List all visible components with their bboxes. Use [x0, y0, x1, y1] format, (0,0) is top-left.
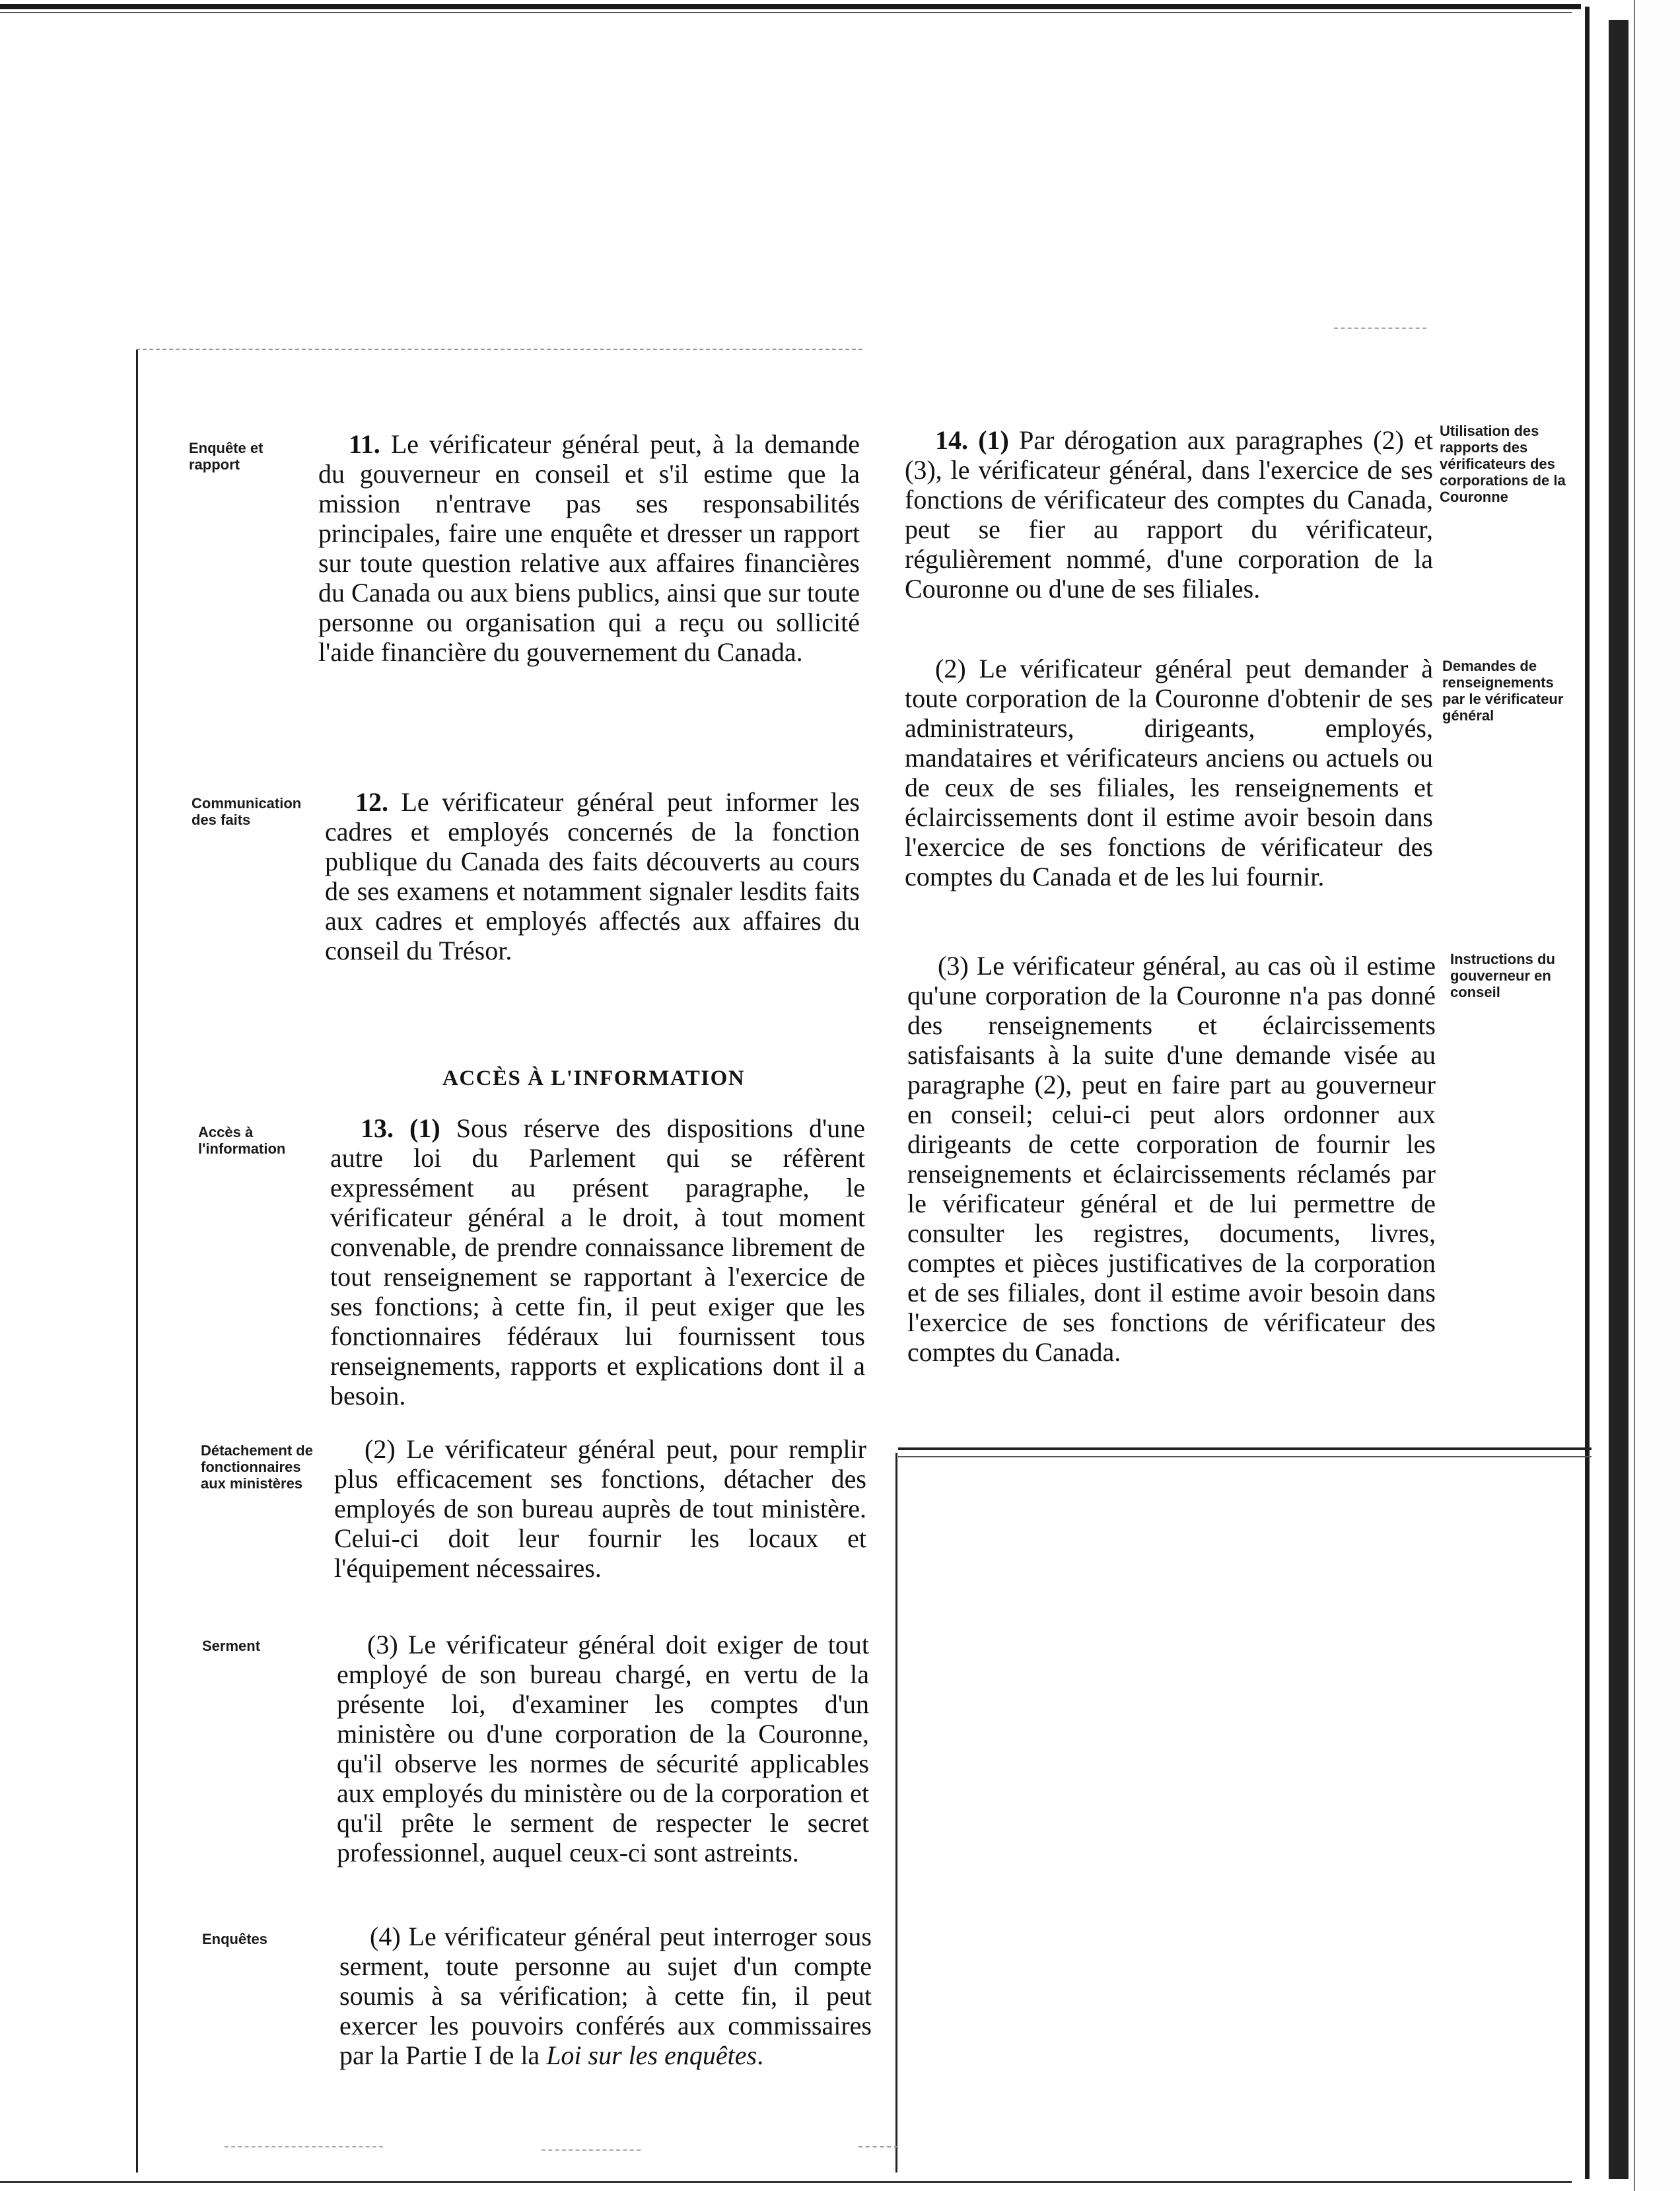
dashed-mark — [542, 2149, 641, 2151]
section-11 — [318, 429, 860, 667]
section-13-4 — [339, 1922, 872, 2070]
marginal-note: Instructions du gouverneur en conseil — [1450, 951, 1555, 1000]
section-text: Le vérificateur général peut informer les cadres et employés concernés de la fonction publique du Canada des faits découverts au cours de ses examens et notamment signaler lesdits faits aux cadres et employés affectés aux affaires du conseil du Trésor. — [325, 787, 860, 965]
section-14-1 — [905, 425, 1433, 604]
section-13-2: (2) Le vérificateur général peut, pour remplir plus efficacement ses fonctions, détacher des employés de son bureau auprès de tout ministère. Celui-ci doit leur fournir les locaux et l'équipement nécessaires. — [334, 1434, 866, 1583]
section-14-3: (3) Le vérificateur général, au cas où il estime qu'une corporation de la Couronne n'a pas donné des renseignements et éclaircissements satisfaisants à la suite d'une demande visée au paragraphe (2), peut en faire part au gouverneur en conseil; celui-ci peut alors ordonner aux dirigeants de cette corporation de fournir les renseignements et éclaircissements réclamés par le vérificateur général et de lui permettre de consulter les registres, documents, livres, comptes et pièces justificatives de la corporation et de ses filiales, dont il estime avoir besoin dans l'exercice de ses fonctions de vérificateur des comptes du Canada. — [907, 951, 1436, 1367]
scan-top-edge — [0, 4, 1585, 9]
section-number: 11. — [349, 429, 380, 459]
section-text: (4) Le vérificateur général peut interroger sous serment, toute personne au sujet d'un compte soumis à sa vérification; à cette fin, il peut exercer les pouvoirs conférés aux commissaires par la Partie I de la — [339, 1922, 872, 2070]
page-binding-edge — [1581, 0, 1680, 2191]
dashed-mark — [225, 2146, 383, 2147]
section-text: Le vérificateur général peut, à la demande du gouverneur en conseil et s'il estime que la mission n'entrave pas ses responsabilités principales, faire une enquête et dresser un rapport sur toute question relative aux affaires financières du Canada ou aux biens publics, ainsi que sur toute personne ou organisation qui a reçu ou sollicité l'aide financière du gouvernement du Canada. — [318, 429, 860, 667]
marginal-note: Communication des faits — [192, 795, 302, 828]
frame-left-rule — [136, 349, 138, 2173]
marginal-note: Utilisation des rapports des vérificateurs des corporations de la Couronne — [1440, 423, 1566, 505]
section-heading: ACCÈS À L'INFORMATION — [442, 1066, 746, 1090]
frame-right-rule — [895, 1453, 897, 2173]
frame-top-dashed — [136, 349, 862, 350]
marginal-note: Enquête et rapport — [189, 440, 263, 473]
column-end-rule — [898, 1447, 1592, 1450]
dashed-mark — [858, 2146, 898, 2147]
marginal-note: Demandes de renseignements par le vérificateur général — [1442, 658, 1564, 724]
scan-bottom-edge — [0, 2181, 1572, 2183]
marginal-note: Serment — [202, 1638, 261, 1654]
marginal-note: Détachement de fonctionnaires aux ministères — [201, 1442, 313, 1492]
law-title: Loi sur les enquêtes — [546, 2040, 757, 2070]
section-12 — [325, 787, 860, 965]
section-text-end: . — [757, 2040, 764, 2070]
section-number: 13. (1) — [361, 1113, 440, 1143]
section-14-2: (2) Le vérificateur général peut demander à toute corporation de la Couronne d'obtenir de ses administrateurs, dirigeants, employés, mandataires et vérificateurs anciens ou actuels ou de ceux de ses filiales, les renseignements et éclaircissements dont il estime avoir besoin dans l'exercice de ses fonctions de vérificateur des comptes du Canada et de les lui fournir. — [905, 654, 1433, 891]
section-number: 14. (1) — [935, 425, 1009, 455]
section-number: 12. — [355, 787, 388, 817]
marginal-note: Enquêtes — [202, 1931, 268, 1947]
column-end-rule-thin — [898, 1456, 1592, 1457]
section-13-3: (3) Le vérificateur général doit exiger de tout employé de son bureau chargé, en vertu de la présente loi, d'examiner les comptes d'un ministère ou d'une corporation de la Couronne, qu'il observe les normes de sécurité applicables aux employés du ministère ou de la corporation et qu'il prête le serment de respecter le secret professionnel, auquel ceux-ci sont astreints. — [337, 1630, 869, 1867]
section-text: Par dérogation aux paragraphes (2) et (3), le vérificateur général, dans l'exercice de ses fonctions de vérificateur des comptes du Canada, peut se fier au rapport du vérificateur, régulièrement nommé, d'une corporation de la Couronne ou d'une de ses filiales. — [905, 425, 1434, 604]
scan-top-edge-thin — [0, 12, 1572, 13]
marginal-note: Accès à l'information — [198, 1124, 286, 1157]
section-text: Sous réserve des dispositions d'une autre loi du Parlement qui se réfèrent expressément au présent paragraphe, le vérificateur général a le droit, à tout moment convenable, de prendre connaissance librement de tout renseignement se rapportant à l'exercice de ses fonctions; à cette fin, il peut exiger que les fonctionnaires fédéraux lui fournissent tous renseignements, rapports et explications dont il a besoin. — [330, 1113, 866, 1410]
section-13-1 — [330, 1113, 865, 1410]
dashed-mark — [1334, 328, 1426, 329]
